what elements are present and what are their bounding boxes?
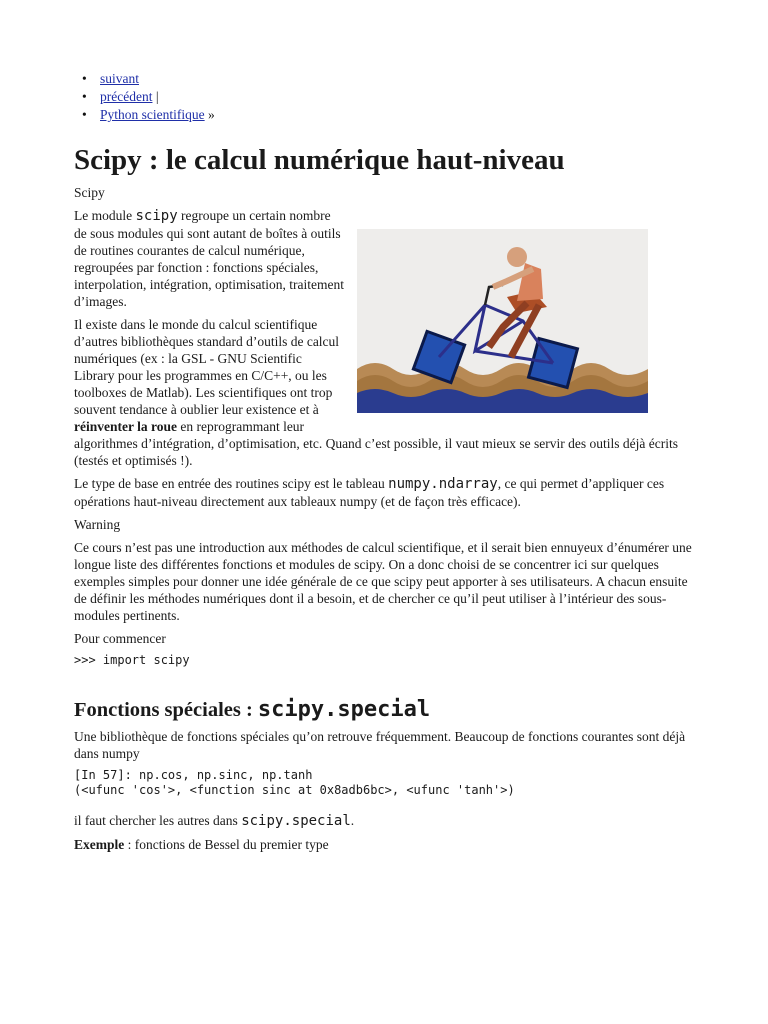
- import-code-block: >>> import scipy: [74, 653, 190, 667]
- nav-item-previous: [100, 88, 215, 106]
- intro-paragraph-2: Il existe dans le monde du calcul scientifique d’autres bibliothèques standard d’outils de calcul numériques (ex : la GSL - GNU Scientific Library pour les programmes en C/C++, ou les toolboxes de Matlab). Les scientifiques ont trop souvent tendance à oublier leur existence et à réinventer la roue en reprogrammant leur algorithmes d’intégration, d’optimisation, etc. Quand c’est possible, il vaut mieux se servir des outils déjà écrits (testés et optimisés !).: [74, 317, 678, 468]
- next-link[interactable]: suivant: [100, 71, 139, 86]
- special-paragraph-2: il faut chercher les autres dans scipy.special.: [74, 813, 355, 829]
- getting-started-label: Pour commencer: [74, 631, 166, 646]
- warning-text: Ce cours n’est pas une introduction aux méthodes de calcul scientifique, et il serait bien ennuyeux d’énumérer une longue liste des différentes fonctions et modules de scipy. On a donc choisi de se concentrer ici sur quelques exemples simples pour donner une idée générale de ce que scipy peut apporter à ses utilisateurs. A chacun ensuite de définir les méthodes numériques dont il a besoin, et de chercher ce qu’il peut utiliser à l’intérieur des sous-modules pertinents.: [74, 540, 692, 623]
- example-paragraph: Exemple : fonctions de Bessel du premier type: [74, 837, 329, 852]
- parent-link[interactable]: Python scientifique: [100, 107, 205, 122]
- warning-title: Warning: [74, 517, 121, 532]
- intro-paragraph-1: Le module scipy regroupe un certain nombre de sous modules qui sont autant de boîtes à outils de routines courantes de calcul numérique, regroupées par fonction : fonctions spéciales, interpolation, intégration, optimisation, traitement d’images.: [74, 208, 344, 309]
- navigation-links: [100, 70, 215, 124]
- previous-link[interactable]: précédent: [100, 89, 153, 104]
- main-content: [74, 142, 694, 859]
- special-paragraph-1: Une bibliothèque de fonctions spéciales qu’on retrouve fréquemment. Beaucoup de fonctions courantes sont déjà dans numpy: [74, 729, 686, 761]
- intro-paragraph-3: Le type de base en entrée des routines scipy est le tableau numpy.ndarray, ce qui permet d’appliquer ces opérations haut-niveau directement aux tableaux numpy (et de façon très efficace).: [74, 476, 665, 509]
- nav-separator: |: [152, 89, 159, 104]
- nav-separator: »: [204, 107, 215, 122]
- nav-item-parent: [100, 106, 215, 124]
- page-title: Scipy : le calcul numérique haut-niveau: [74, 144, 565, 176]
- page-subtitle: Scipy: [74, 185, 105, 200]
- nav-item-next: [100, 70, 215, 88]
- section-heading-special: Fonctions spéciales : scipy.special: [74, 697, 431, 722]
- numpy-ufunc-code-block: [In 57]: np.cos, np.sinc, np.tanh (<ufunc 'cos'>, <function sinc at 0x8adb6bc>, <ufunc 'tanh'>): [74, 768, 515, 797]
- square-wheel-bike-photo: [357, 229, 648, 413]
